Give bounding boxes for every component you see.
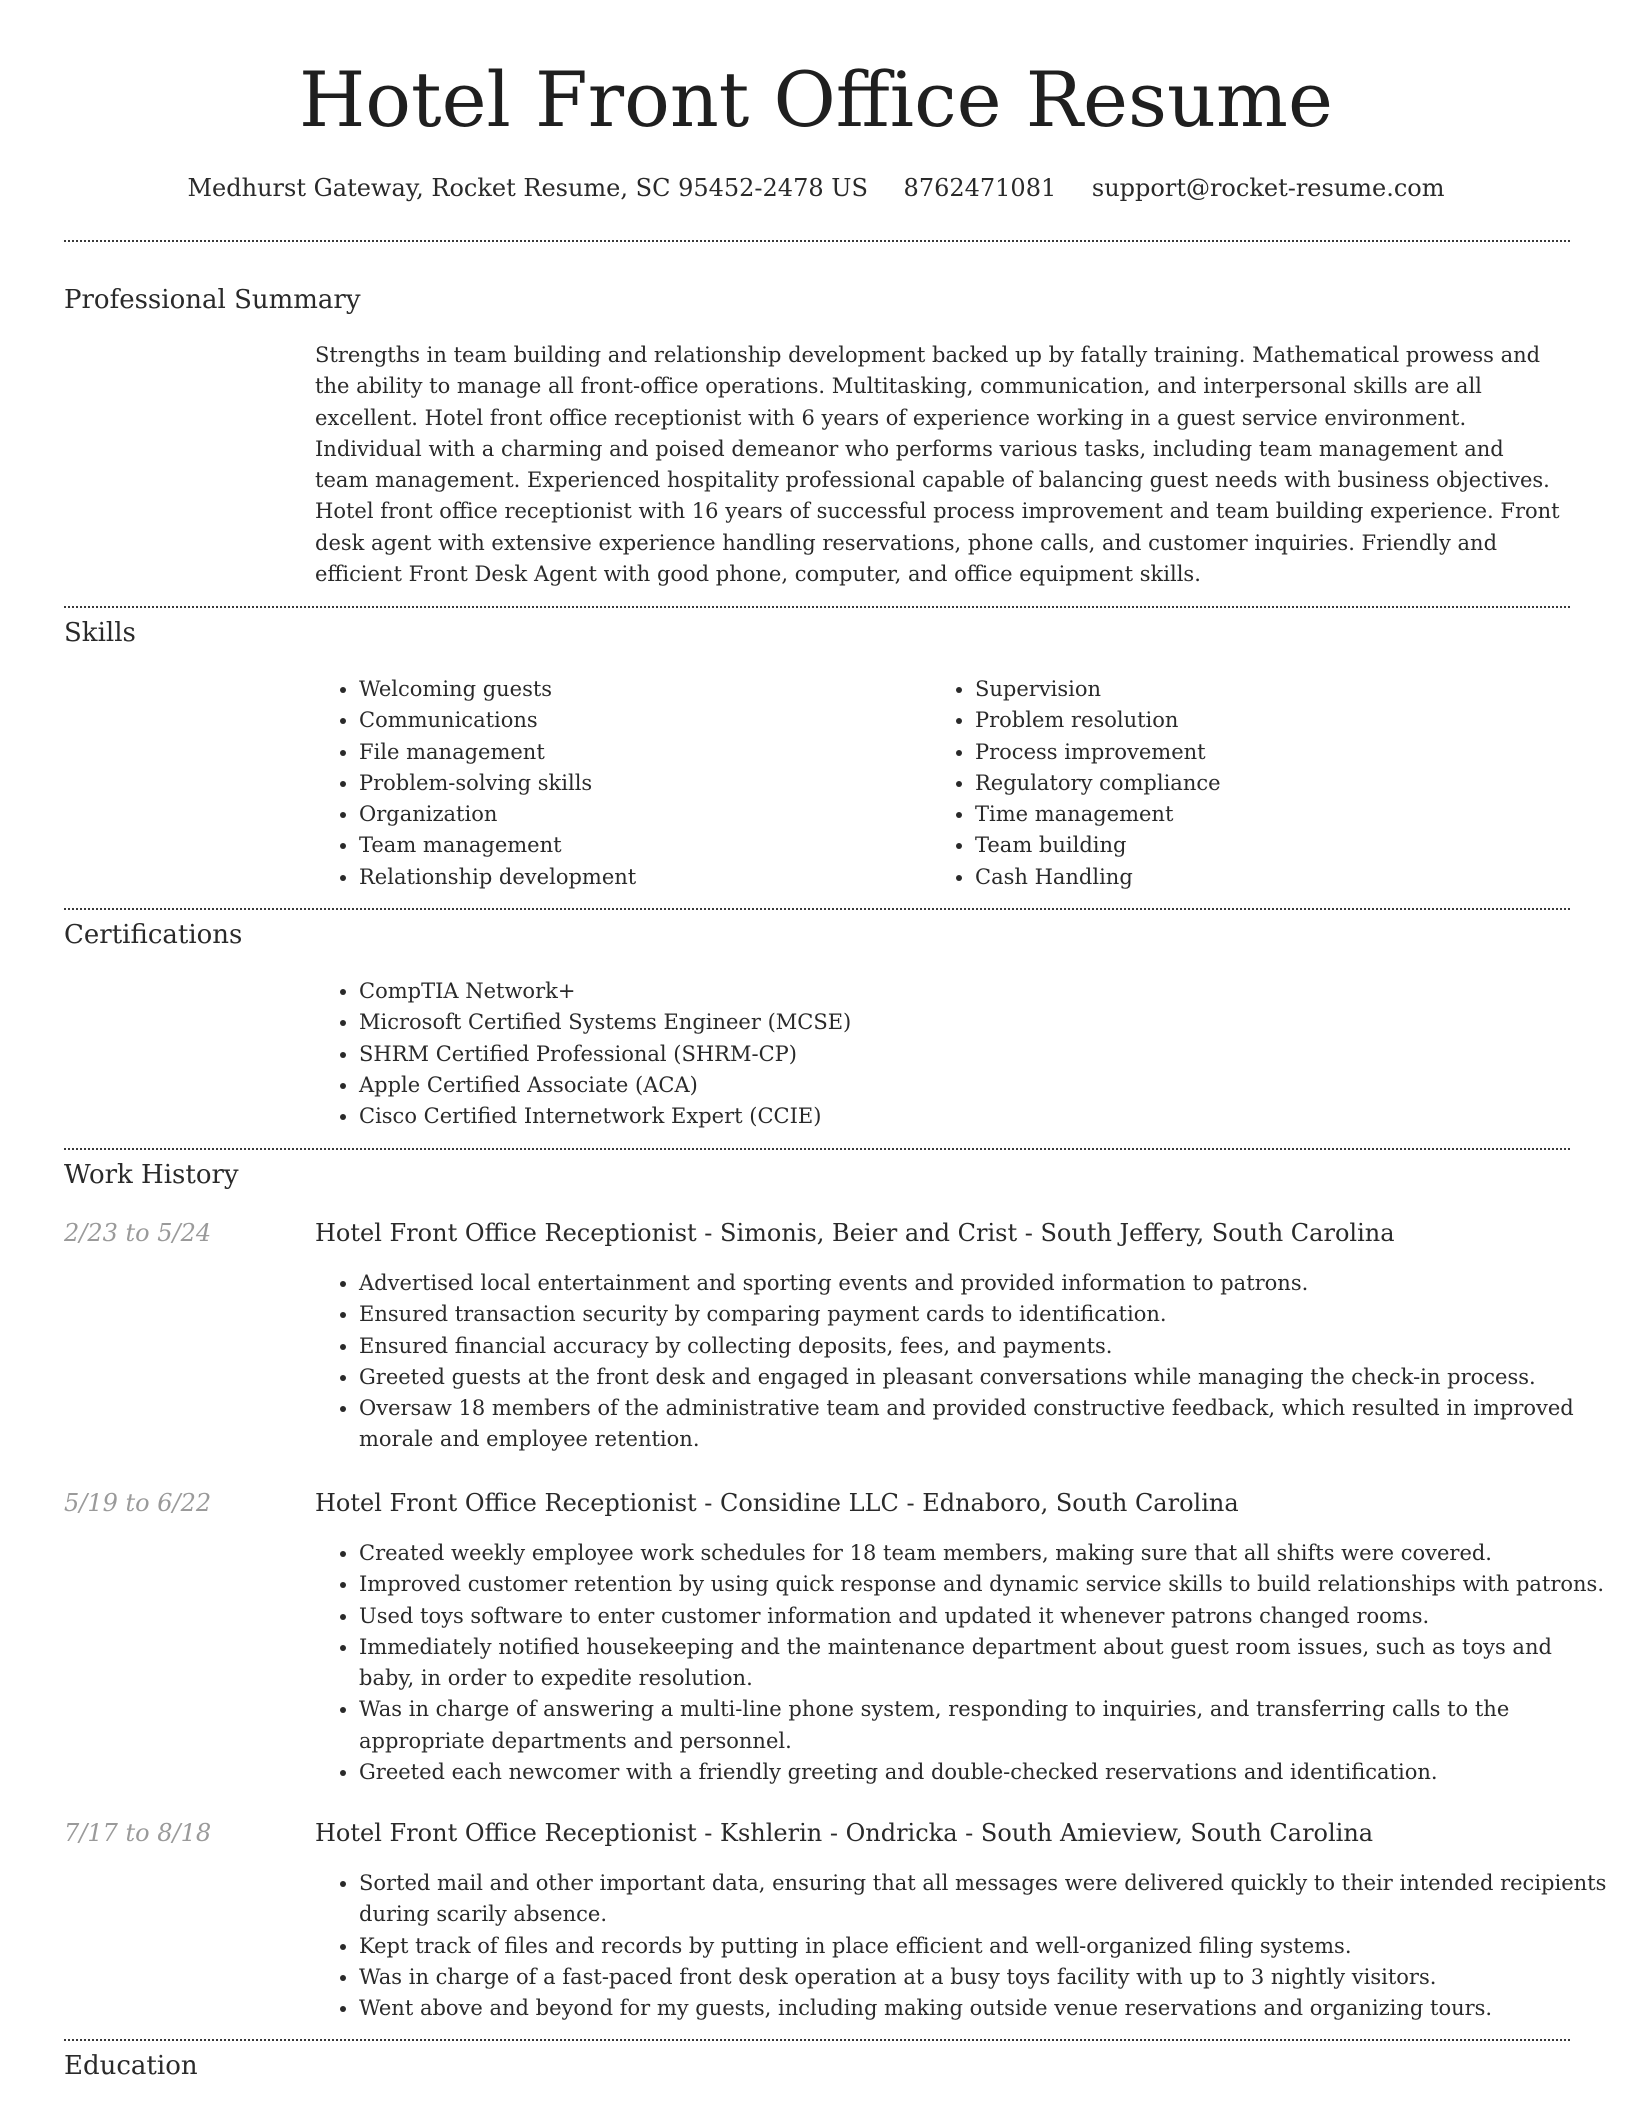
job-title: Hotel Front Office Receptionist - Kshlerin - Ondricka - South Amieview, South Carolina: [315, 1819, 1374, 1847]
section-divider: [64, 240, 1570, 242]
job-bullet: • Went above and beyond for my guests, including making outside venue reservations and organizing tours.: [359, 1993, 1609, 2024]
job-bullet: • Ensured financial accuracy by collecting deposits, fees, and payments.: [359, 1331, 1609, 1362]
skill-item: • Welcoming guests: [359, 674, 919, 705]
job-bullet: • Immediately notified housekeeping and the maintenance department about guest room issues, such as toys and baby, in order to expedite resolution.: [359, 1632, 1609, 1695]
job-bullet: • Oversaw 18 members of the administrative team and provided constructive feedback, which resulted in improved morale and employee retention.: [359, 1393, 1609, 1456]
skill-item: • Time management: [975, 799, 1575, 830]
skill-item: • Relationship development: [359, 862, 919, 893]
certification-item: • SHRM Certified Professional (SHRM-CP): [359, 1039, 1559, 1070]
contact-email: support@rocket-resume.com: [1091, 174, 1445, 202]
job-bullet: • Was in charge of a fast-paced front desk operation at a busy toys facility with up to 3 nightly visitors.: [359, 1962, 1609, 1993]
skill-item: • Team management: [359, 830, 919, 861]
job-bullet: • Used toys software to enter customer information and updated it whenever patrons changed rooms.: [359, 1601, 1609, 1632]
job-bullet: • Ensured transaction security by comparing payment cards to identification.: [359, 1299, 1609, 1330]
skill-item: • Supervision: [975, 674, 1575, 705]
certification-item: • Cisco Certified Internetwork Expert (CCIE): [359, 1101, 1559, 1132]
section-heading-summary: Professional Summary: [64, 285, 361, 315]
contact-line: [0, 172, 1632, 204]
job-title: Hotel Front Office Receptionist - Considine LLC - Ednaboro, South Carolina: [315, 1489, 1239, 1517]
skill-item: • Cash Handling: [975, 862, 1575, 893]
skill-item: • Communications: [359, 705, 919, 736]
section-divider: [64, 1148, 1570, 1150]
skill-item: • Process improvement: [975, 737, 1575, 768]
job-bullets: [315, 1868, 1609, 2024]
job-dates: 5/19 to 6/22: [64, 1489, 212, 1517]
job-bullet: • Advertised local entertainment and sporting events and provided information to patrons.: [359, 1268, 1609, 1299]
section-heading-education: Education: [64, 2051, 198, 2081]
job-bullet: • Was in charge of answering a multi-line phone system, responding to inquiries, and transferring calls to the appropriate departments and personnel.: [359, 1694, 1609, 1757]
skill-item: • Organization: [359, 799, 919, 830]
certifications-list: [315, 976, 1559, 1132]
skill-item: • File management: [359, 737, 919, 768]
job-bullets: [315, 1268, 1609, 1456]
resume-title: Hotel Front Office Resume: [299, 55, 1333, 144]
contact-address: Medhurst Gateway, Rocket Resume, SC 95452-2478 US: [187, 174, 868, 202]
contact-phone: 8762471081: [903, 174, 1057, 202]
skill-item: • Regulatory compliance: [975, 768, 1575, 799]
section-divider: [64, 606, 1570, 608]
skills-list-right: [931, 674, 1575, 893]
skill-item: • Team building: [975, 830, 1575, 861]
job-bullet: • Created weekly employee work schedules for 18 team members, making sure that all shifts were covered.: [359, 1538, 1609, 1569]
job-bullet: • Greeted guests at the front desk and engaged in pleasant conversations while managing the check-in process.: [359, 1362, 1609, 1393]
skills-list-left: [315, 674, 919, 893]
section-heading-certifications: Certifications: [64, 920, 243, 950]
job-dates: 7/17 to 8/18: [64, 1819, 212, 1847]
job-dates: 2/23 to 5/24: [64, 1219, 212, 1247]
section-heading-skills: Skills: [64, 618, 136, 648]
job-bullets: [315, 1538, 1609, 1788]
section-divider: [64, 2039, 1570, 2041]
certification-item: • CompTIA Network+: [359, 976, 1559, 1007]
summary-text: Strengths in team building and relationship development backed up by fatally training. Mathematical prowess and the ability to manage all front-office operations. Multitasking, communication, and interpersonal skills are all excellent. Hotel front office receptionist with 6 years of experience working in a guest service environment. Individual with a charming and poised demeanor who performs various tasks, including team management and team management. Experienced hospitality professional capable of balancing guest needs with business objectives. Hotel front office receptionist with 16 years of successful process improvement and team building experience. Front desk agent with extensive experience handling reservations, phone calls, and customer inquiries. Friendly and efficient Front Desk Agent with good phone, computer, and office equipment skills.: [315, 343, 1560, 587]
skill-item: • Problem resolution: [975, 705, 1575, 736]
certification-item: • Microsoft Certified Systems Engineer (MCSE): [359, 1007, 1559, 1038]
certification-item: • Apple Certified Associate (ACA): [359, 1070, 1559, 1101]
job-bullet: • Kept track of files and records by putting in place efficient and well-organized filing systems.: [359, 1931, 1609, 1962]
skill-item: • Problem-solving skills: [359, 768, 919, 799]
job-bullet: • Sorted mail and other important data, ensuring that all messages were delivered quickly to their intended recipients during scarily absence.: [359, 1868, 1609, 1931]
section-heading-work-history: Work History: [64, 1160, 239, 1190]
job-title: Hotel Front Office Receptionist - Simonis, Beier and Crist - South Jeffery, South Carolina: [315, 1219, 1395, 1247]
job-bullet: • Improved customer retention by using quick response and dynamic service skills to build relationships with patrons.: [359, 1569, 1609, 1600]
job-bullet: • Greeted each newcomer with a friendly greeting and double-checked reservations and identification.: [359, 1757, 1609, 1788]
section-divider: [64, 908, 1570, 910]
